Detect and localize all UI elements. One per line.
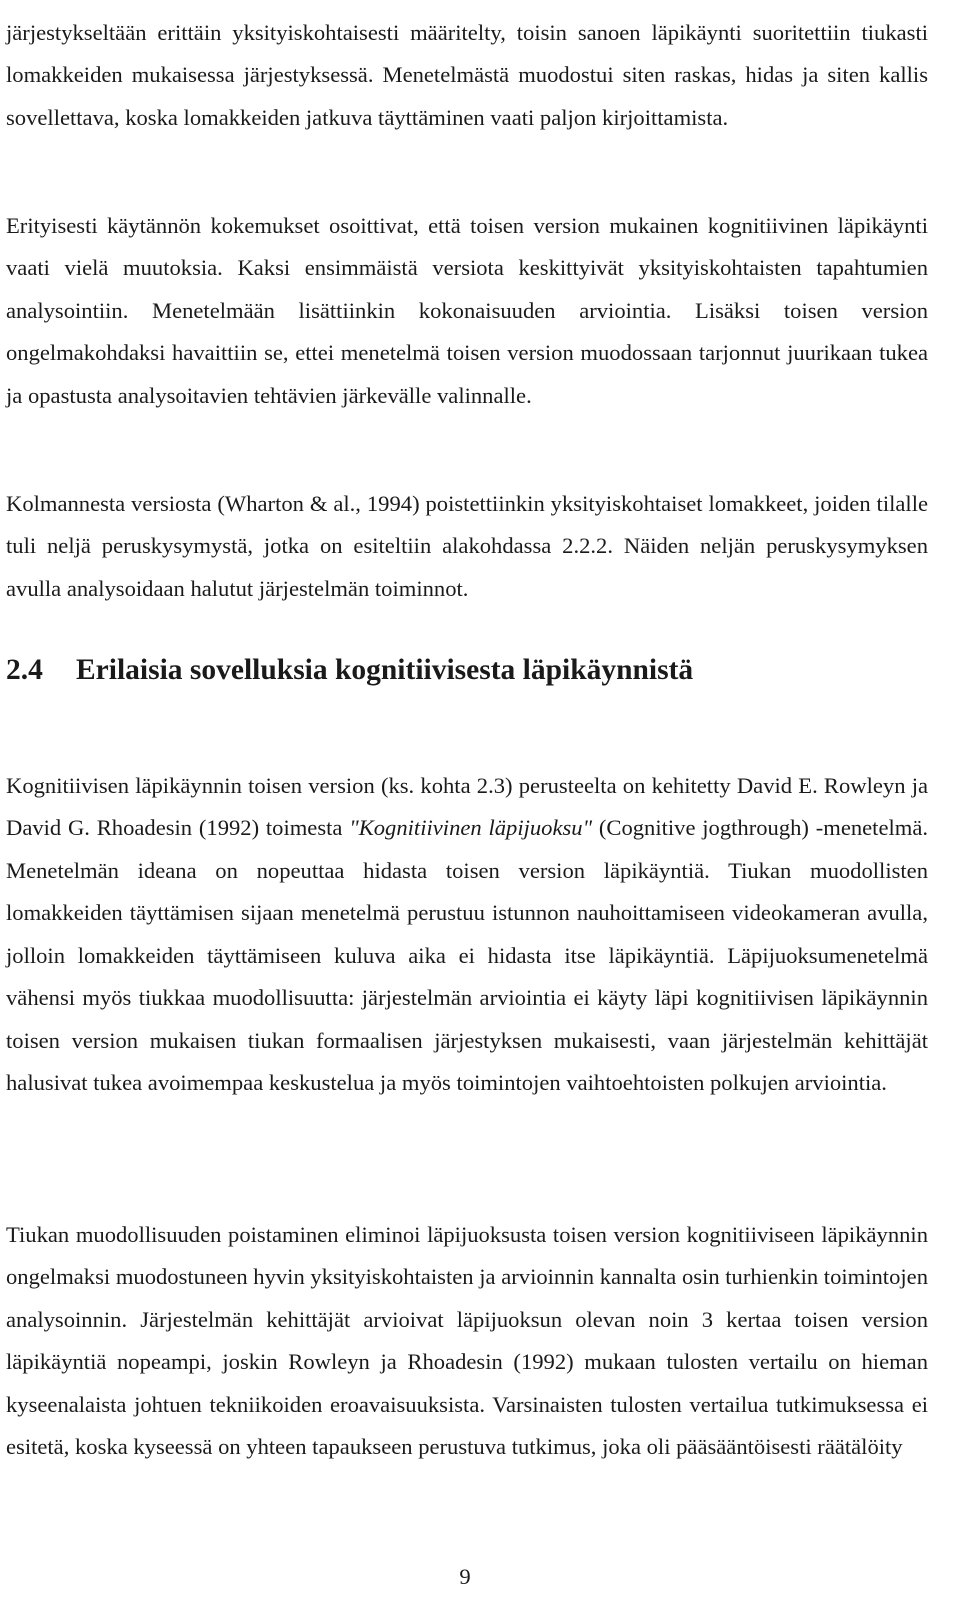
paragraph-muodollisuus: Tiukan muodollisuuden poistaminen eliminoi läpijuoksusta toisen version kognitiiviseen läpikäynnin ongelmaksi muodostuneen hyvin yksityiskohtaisten ja arvioinnin kannalta osin turhienkin toimintojen analysoinnin. Järjestelmän kehittäjät arvioivat läpijuoksun olevan noin 3 kertaa toisen version läpikäyntiä nopeampi, joskin Rowleyn ja Rhoadesin (1992) mukaan tulosten vertailu on hieman kyseenalaista johtuen tekniikoiden eroavaisuuksista. Varsinaisten tulosten vertailua tutkimuksessa ei esitetä, koska kyseessä on yhteen tapaukseen perustuva tutkimus, joka oli pääsääntöisesti räätälöity [6, 1221, 928, 1460]
paragraph-lapijuoksu-rest: (Cognitive jogthrough) -menetelmä. Menetelmän ideana on nopeuttaa hidasta toisen version läpikäyntiä. Tiukan muodollisten lomakkeiden täyttämisen sijaan menetelmä perustuu istunnon nauhoittamiseen videokameran avulla, jolloin lomakkeiden täyttämiseen kuluva aika ei hidasta itse läpikäyntiä. Läpijuoksumenetelmä vähensi myös tiukkaa muodollisuutta: järjestelmän arviointia ei käyty läpi kognitiivisen läpikäynnin toisen version mukaisen tiukan formaalisen järjestyksen mukaisesti, vaan järjestelmän kehittäjät halusivat tukea avoimempaa keskustelua ja myös toimintojen vaihtoehtoisten polkujen arviointia. [6, 815, 929, 1096]
paragraph-kolmas-versio: Kolmannesta versiosta (Wharton & al., 1994) poistettiinkin yksityiskohtaiset lomakkeet, joiden tilalle tuli neljä peruskysymystä, jotka on esiteltiin alakohdassa 2.2.2. Näiden neljän peruskysymyksen avulla analysoidaan halutut järjestelmän toiminnot. [6, 490, 928, 601]
paragraph-muutokset: Erityisesti käytännön kokemukset osoittivat, että toisen version mukainen kognitiivinen läpikäynti vaati vielä muutoksia. Kaksi ensimmäistä versiota keskittyivät yksityiskohtaisten tapahtumien analysointiin. Menetelmään lisättiinkin kokonaisuuden arviointia. Lisäksi toisen version ongelmakohdaksi havaittiin se, ettei menetelmä toisen version muodossaan tarjonnut juurikaan tukea ja opastusta analysoitavien tehtävien järkevälle valinnalle. [6, 212, 928, 408]
paragraph-lapijuoksu-start: Kognitiivisen läpikäynnin toisen version (ks. kohta 2.3) perusteelta on kehitetty David E. Rowleyn ja David G. Rhoadesin (1992) toimesta [6, 772, 928, 841]
page-number: 9 [459, 1564, 471, 1589]
method-name-emphasis: "Kognitiivinen läpijuoksu" [349, 815, 593, 841]
paragraph-lapijuoksu [6, 765, 928, 1105]
section-number: 2.4 [6, 654, 43, 686]
paragraph-lomakkeet: järjestykseltään erittäin yksityiskohtaisesti määritelty, toisin sanoen läpikäynti suoritettiin tiukasti lomakkeiden mukaisessa järjestyksessä. Menetelmästä muodostui siten raskas, hidas ja siten kallis sovellettava, koska lomakkeiden jatkuva täyttäminen vaati paljon kirjoittamista. [6, 19, 928, 130]
section-heading [6, 654, 693, 687]
section-title: Erilaisia sovelluksia kognitiivisesta läpikäynnistä [76, 654, 694, 686]
